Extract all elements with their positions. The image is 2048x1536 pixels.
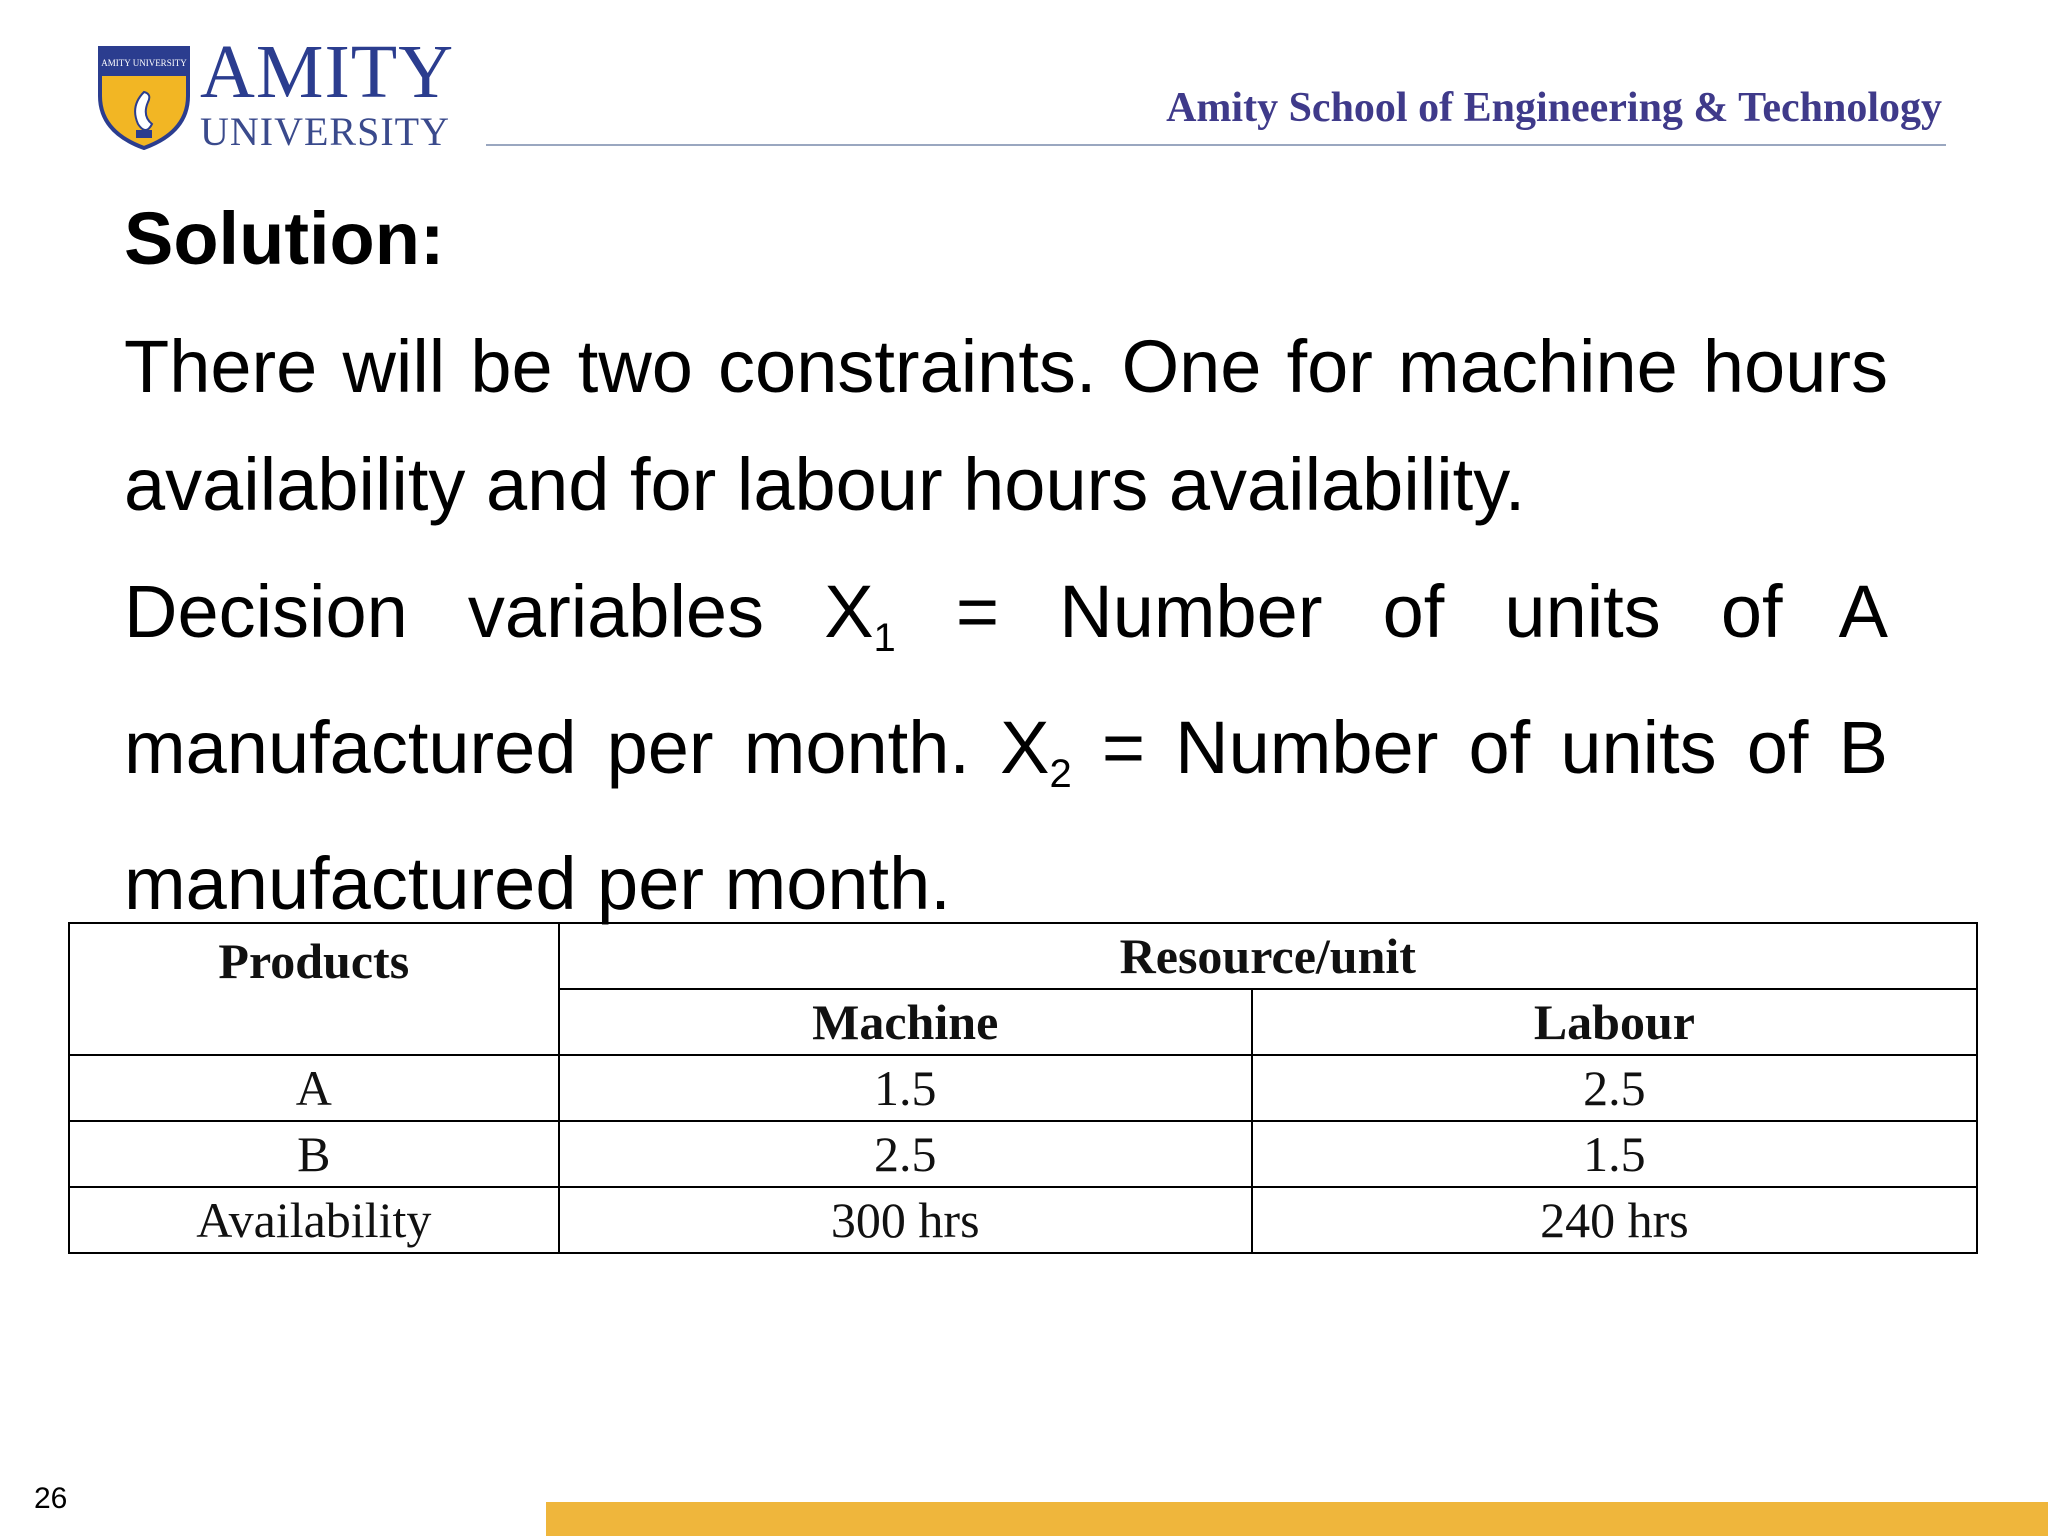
school-name: Amity School of Engineering & Technology <box>1166 85 1942 131</box>
cell-product: A <box>69 1055 559 1121</box>
cell-machine: 1.5 <box>559 1055 1252 1121</box>
cell-product: B <box>69 1121 559 1187</box>
amity-shield-icon <box>96 40 192 150</box>
logo-university: UNIVERSITY <box>200 109 450 154</box>
table-row <box>69 1121 1977 1187</box>
cell-labour: 240 hrs <box>1252 1187 1977 1253</box>
table-row <box>69 1187 1977 1253</box>
cell-machine: 300 hrs <box>559 1187 1252 1253</box>
logo-wordmark <box>200 30 455 154</box>
footer-bar <box>546 1502 2048 1536</box>
paragraph-constraints: There will be two constraints. One for machine hours availability and for labour hours availability. <box>124 325 1888 526</box>
cell-product: Availability <box>69 1187 559 1253</box>
page-number: 26 <box>34 1482 68 1515</box>
header-labour: Labour <box>1252 989 1977 1055</box>
amity-logo <box>96 30 456 154</box>
header-products: Products <box>69 923 559 1055</box>
cell-machine: 2.5 <box>559 1121 1252 1187</box>
header-machine: Machine <box>559 989 1252 1055</box>
header-resource-unit: Resource/unit <box>559 923 1977 989</box>
subscript-2: 2 <box>1049 752 1072 796</box>
logo-seal-text: AMITY UNIVERSITY <box>101 58 187 68</box>
resource-table <box>68 922 1978 1254</box>
cell-labour: 2.5 <box>1252 1055 1977 1121</box>
paragraph-decision-variables <box>124 544 1888 952</box>
logo-amity: AMITY <box>200 30 455 114</box>
table-row <box>69 1055 1977 1121</box>
decision-text-start: Decision variables X <box>124 570 874 653</box>
decision-text-end: = Number of units of B manufactured per month. <box>124 706 1888 925</box>
slide-title: Solution: <box>124 197 445 280</box>
cell-labour: 1.5 <box>1252 1121 1977 1187</box>
subscript-1: 1 <box>873 616 896 660</box>
header-divider <box>486 144 1946 146</box>
slide-body <box>124 308 1888 952</box>
decision-text-mid: = Number of units of A manufactured per month. X <box>124 570 1888 789</box>
